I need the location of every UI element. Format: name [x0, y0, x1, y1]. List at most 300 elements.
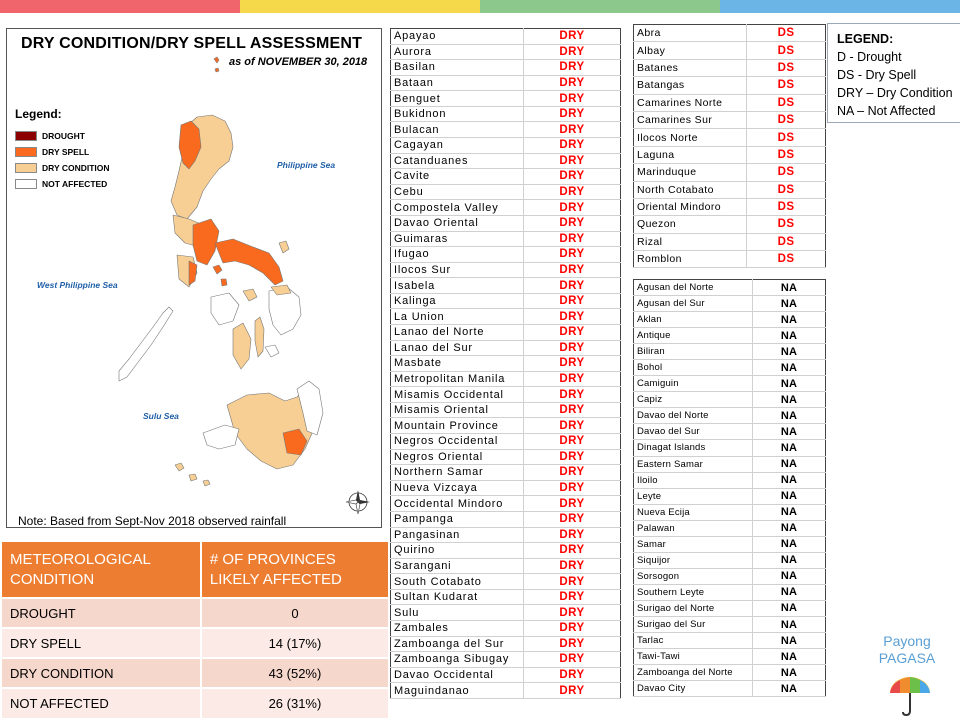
province-row [391, 527, 621, 543]
top-bar-yellow [240, 0, 480, 13]
province-row [391, 262, 621, 278]
province-status: DRY [524, 434, 621, 450]
legend-label-dry-condition: DRY CONDITION [42, 163, 110, 173]
province-row [391, 511, 621, 527]
province-status: NA [753, 424, 826, 440]
province-row [634, 94, 826, 111]
legend-swatch-dry-spell [15, 147, 37, 157]
map-region-zamboanga-peninsula [203, 425, 239, 449]
province-status: DRY [524, 371, 621, 387]
province-name: Zamboanga Sibugay [391, 652, 524, 668]
province-name: Nueva Vizcaya [391, 480, 524, 496]
province-name: Agusan del Norte [634, 280, 753, 296]
province-row [634, 681, 826, 697]
province-name: Northern Samar [391, 465, 524, 481]
province-status: DRY [524, 278, 621, 294]
province-name: Maguindanao [391, 683, 524, 699]
map-region-romblon-marinduque [213, 265, 227, 286]
province-row [391, 293, 621, 309]
province-name: Dinagat Islands [634, 440, 753, 456]
province-status: NA [753, 376, 826, 392]
legend-item-dry-spell [15, 147, 89, 157]
province-name: South Cotabato [391, 574, 524, 590]
province-row [391, 247, 621, 263]
province-name: Isabela [391, 278, 524, 294]
province-name: Camiguin [634, 376, 753, 392]
province-name: Misamis Occidental [391, 387, 524, 403]
province-name: Quirino [391, 543, 524, 559]
province-status: DRY [524, 231, 621, 247]
province-row [634, 600, 826, 616]
status-key-item: DS - Dry Spell [837, 68, 917, 82]
province-row [391, 636, 621, 652]
province-name: North Cotabato [634, 181, 747, 198]
summary-row-dry-spell [2, 628, 388, 658]
province-status: DRY [524, 356, 621, 372]
province-status: DRY [524, 605, 621, 621]
dry-spell-province-table [633, 24, 826, 268]
province-name: Ilocos Norte [634, 129, 747, 146]
map-region-batanes [214, 57, 219, 72]
philippines-map [7, 29, 382, 528]
summary-table [2, 542, 388, 718]
summary-count: 26 (31%) [201, 688, 388, 718]
province-row [391, 620, 621, 636]
brand-line-1: Payong [883, 633, 931, 649]
province-name: Biliran [634, 344, 753, 360]
sea-label-philippine: Philippine Sea [277, 160, 336, 170]
province-status: DS [747, 233, 826, 250]
province-name: Batanes [634, 59, 747, 76]
province-row [634, 649, 826, 665]
province-name: Sorsogon [634, 568, 753, 584]
province-row [634, 424, 826, 440]
province-row [391, 683, 621, 699]
summary-header-count: # OF PROVINCES LIKELY AFFECTED [201, 542, 388, 598]
province-name: Palawan [634, 520, 753, 536]
map-region-panay [211, 293, 239, 325]
province-status: DS [747, 216, 826, 233]
legend-label-dry-spell: DRY SPELL [42, 147, 90, 157]
province-row [634, 77, 826, 94]
province-row [634, 665, 826, 681]
province-name: Lanao del Sur [391, 340, 524, 356]
province-name: Davao del Norte [634, 408, 753, 424]
province-status: NA [753, 408, 826, 424]
province-status: DRY [524, 44, 621, 60]
province-status: DRY [524, 527, 621, 543]
map-region-bicol [215, 239, 283, 285]
legend-label-drought: DROUGHT [42, 131, 85, 141]
province-row [391, 402, 621, 418]
province-status: DRY [524, 184, 621, 200]
province-row [634, 129, 826, 146]
province-row [391, 138, 621, 154]
province-name: Southern Leyte [634, 584, 753, 600]
province-row [391, 60, 621, 76]
province-row [391, 324, 621, 340]
province-status: NA [753, 536, 826, 552]
province-status: DRY [524, 496, 621, 512]
province-status: NA [753, 312, 826, 328]
province-row [634, 568, 826, 584]
province-name: Bulacan [391, 122, 524, 138]
province-status: DS [747, 251, 826, 268]
province-status: DRY [524, 324, 621, 340]
province-status: DRY [524, 293, 621, 309]
summary-row-dry-condition [2, 658, 388, 688]
province-status: DRY [524, 247, 621, 263]
province-row [634, 504, 826, 520]
province-row [391, 278, 621, 294]
province-row [634, 408, 826, 424]
summary-condition: DRY SPELL [2, 628, 201, 658]
province-row [634, 520, 826, 536]
province-row [391, 574, 621, 590]
province-row [391, 231, 621, 247]
province-status: NA [753, 488, 826, 504]
province-status: DRY [524, 543, 621, 559]
province-status: NA [753, 520, 826, 536]
province-status: DRY [524, 75, 621, 91]
legend-swatch-drought [15, 131, 37, 141]
compass-rose-icon [343, 485, 373, 517]
payong-pagasa-logo [862, 633, 952, 667]
province-status: DRY [524, 465, 621, 481]
province-status: DRY [524, 387, 621, 403]
province-name: Cebu [391, 184, 524, 200]
province-row [391, 153, 621, 169]
province-status: DRY [524, 60, 621, 76]
province-status: DS [747, 111, 826, 128]
province-status: DRY [524, 309, 621, 325]
province-status: DRY [524, 636, 621, 652]
legend-swatch-dry-condition [15, 163, 37, 173]
province-name: Negros Oriental [391, 449, 524, 465]
province-row [391, 480, 621, 496]
province-row [634, 456, 826, 472]
province-status: DRY [524, 169, 621, 185]
province-row [391, 652, 621, 668]
status-key-item: DRY – Dry Condition [837, 86, 953, 100]
province-status: NA [753, 568, 826, 584]
province-row [391, 169, 621, 185]
province-status: DRY [524, 262, 621, 278]
province-name: Zamboanga del Sur [391, 636, 524, 652]
province-name: Davao del Sur [634, 424, 753, 440]
province-name: Capiz [634, 392, 753, 408]
province-name: Abra [634, 25, 747, 42]
province-status: DS [747, 181, 826, 198]
summary-condition: DRY CONDITION [2, 658, 201, 688]
province-status: DS [747, 77, 826, 94]
province-row [634, 440, 826, 456]
summary-condition: NOT AFFECTED [2, 688, 201, 718]
province-row [391, 215, 621, 231]
province-name: Sulu [391, 605, 524, 621]
legend-item-dry-condition [15, 163, 110, 173]
province-status: NA [753, 633, 826, 649]
province-name: Eastern Samar [634, 456, 753, 472]
province-name: Sultan Kudarat [391, 589, 524, 605]
province-row [391, 75, 621, 91]
province-row [391, 418, 621, 434]
umbrella-icon [888, 673, 932, 717]
province-row [391, 465, 621, 481]
province-row [634, 328, 826, 344]
province-row [634, 164, 826, 181]
province-row [391, 667, 621, 683]
province-name: Bataan [391, 75, 524, 91]
province-row [634, 488, 826, 504]
province-row [391, 200, 621, 216]
province-status: DRY [524, 418, 621, 434]
status-key-legend [827, 23, 960, 123]
top-bar-blue [720, 0, 960, 13]
sea-label-west-philippine: West Philippine Sea [37, 280, 118, 290]
province-status: DRY [524, 29, 621, 45]
province-status: NA [753, 681, 826, 697]
province-status: NA [753, 649, 826, 665]
province-row [634, 25, 826, 42]
map-region-oriental-mindoro [189, 261, 197, 285]
province-name: Pangasinan [391, 527, 524, 543]
province-row [634, 111, 826, 128]
province-name: Agusan del Sur [634, 296, 753, 312]
province-row [634, 198, 826, 215]
province-row [634, 216, 826, 233]
province-status: DRY [524, 200, 621, 216]
province-row [634, 280, 826, 296]
province-status: NA [753, 392, 826, 408]
province-row [391, 449, 621, 465]
province-name: Siquijor [634, 552, 753, 568]
province-status: DS [747, 198, 826, 215]
province-name: Oriental Mindoro [634, 198, 747, 215]
province-row [634, 59, 826, 76]
province-name: Laguna [634, 146, 747, 163]
province-name: Camarines Sur [634, 111, 747, 128]
province-name: Marinduque [634, 164, 747, 181]
province-status: NA [753, 584, 826, 600]
map-region-negros [233, 323, 251, 369]
province-name: Benguet [391, 91, 524, 107]
province-status: DS [747, 146, 826, 163]
province-name: Aurora [391, 44, 524, 60]
province-status: DS [747, 25, 826, 42]
province-name: Batangas [634, 77, 747, 94]
province-name: Samar [634, 536, 753, 552]
province-status: DRY [524, 106, 621, 122]
province-row [634, 344, 826, 360]
province-row [634, 584, 826, 600]
map-region-samar-leyte [269, 287, 301, 335]
legend-label-not-affected: NOT AFFECTED [42, 179, 108, 189]
province-status: DRY [524, 620, 621, 636]
province-status: NA [753, 328, 826, 344]
province-row [391, 309, 621, 325]
province-row [391, 605, 621, 621]
not-affected-province-table [633, 279, 826, 697]
province-row [634, 392, 826, 408]
province-status: NA [753, 552, 826, 568]
province-name: Leyte [634, 488, 753, 504]
province-status: NA [753, 296, 826, 312]
summary-count: 0 [201, 598, 388, 628]
province-name: Ilocos Sur [391, 262, 524, 278]
province-name: Aklan [634, 312, 753, 328]
province-name: Bukidnon [391, 106, 524, 122]
province-status: NA [753, 472, 826, 488]
province-status: DRY [524, 652, 621, 668]
summary-condition: DROUGHT [2, 598, 201, 628]
province-name: Tawi-Tawi [634, 649, 753, 665]
province-name: Zambales [391, 620, 524, 636]
province-name: Ifugao [391, 247, 524, 263]
province-name: Masbate [391, 356, 524, 372]
province-name: Catanduanes [391, 153, 524, 169]
map-date: as of NOVEMBER 30, 2018 [229, 56, 368, 68]
province-row [634, 233, 826, 250]
province-row [391, 356, 621, 372]
province-row [634, 312, 826, 328]
map-region-bohol [265, 345, 279, 357]
province-status: NA [753, 665, 826, 681]
status-key-title: LEGEND: [837, 32, 894, 46]
province-row [391, 496, 621, 512]
province-status: DRY [524, 138, 621, 154]
province-name: Antique [634, 328, 753, 344]
province-row [634, 360, 826, 376]
province-status: DRY [524, 215, 621, 231]
province-status: NA [753, 360, 826, 376]
province-status: DRY [524, 574, 621, 590]
province-name: Occidental Mindoro [391, 496, 524, 512]
province-row [634, 536, 826, 552]
province-name: Sarangani [391, 558, 524, 574]
province-name: Bohol [634, 360, 753, 376]
province-name: Zamboanga del Norte [634, 665, 753, 681]
legend-item-not-affected [15, 179, 107, 189]
brand-line-2: PAGASA [878, 650, 936, 666]
map-region-cebu [255, 317, 264, 357]
province-status: NA [753, 344, 826, 360]
province-row [634, 633, 826, 649]
province-row [391, 91, 621, 107]
province-row [391, 340, 621, 356]
map-region-catanduanes [279, 241, 289, 253]
top-color-bar [0, 0, 960, 13]
province-status: NA [753, 440, 826, 456]
province-name: Romblon [634, 251, 747, 268]
province-status: DRY [524, 589, 621, 605]
province-name: Compostela Valley [391, 200, 524, 216]
province-status: DS [747, 129, 826, 146]
map-region-sulu-archipelago [175, 463, 210, 486]
province-row [634, 472, 826, 488]
status-key-item: NA – Not Affected [837, 104, 936, 118]
map-title: DRY CONDITION/DRY SPELL ASSESSMENT [21, 35, 363, 52]
province-row [634, 251, 826, 268]
province-status: DS [747, 59, 826, 76]
province-status: DRY [524, 122, 621, 138]
province-row [634, 42, 826, 59]
province-name: Rizal [634, 233, 747, 250]
province-name: Lanao del Norte [391, 324, 524, 340]
top-bar-green [480, 0, 720, 13]
map-note: Note: Based from Sept-Nov 2018 observed rainfall [18, 514, 287, 528]
province-row [391, 371, 621, 387]
province-status: DS [747, 94, 826, 111]
summary-count: 43 (52%) [201, 658, 388, 688]
province-name: La Union [391, 309, 524, 325]
province-row [391, 434, 621, 450]
province-row [391, 29, 621, 45]
status-key-item: D - Drought [837, 50, 902, 64]
legend-item-drought [15, 131, 85, 141]
summary-row-not-affected [2, 688, 388, 718]
province-name: Surigao del Norte [634, 600, 753, 616]
province-row [634, 296, 826, 312]
province-status: DS [747, 42, 826, 59]
province-row [391, 184, 621, 200]
province-name: Surigao del Sur [634, 616, 753, 632]
province-name: Cavite [391, 169, 524, 185]
province-name: Cagayan [391, 138, 524, 154]
province-status: DRY [524, 153, 621, 169]
province-row [634, 376, 826, 392]
province-status: DRY [524, 667, 621, 683]
province-row [391, 44, 621, 60]
province-name: Iloilo [634, 472, 753, 488]
province-name: Metropolitan Manila [391, 371, 524, 387]
map-region-south-luzon [193, 219, 219, 265]
province-name: Pampanga [391, 511, 524, 527]
top-bar-red [0, 0, 240, 13]
province-row [391, 589, 621, 605]
province-status: DRY [524, 402, 621, 418]
province-status: DRY [524, 480, 621, 496]
province-name: Albay [634, 42, 747, 59]
province-status: DRY [524, 91, 621, 107]
province-name: Mountain Province [391, 418, 524, 434]
province-status: NA [753, 504, 826, 520]
province-row [391, 558, 621, 574]
province-row [391, 387, 621, 403]
dry-condition-province-table [390, 28, 621, 699]
province-name: Nueva Ecija [634, 504, 753, 520]
province-row [391, 543, 621, 559]
sea-label-sulu: Sulu Sea [143, 411, 179, 421]
province-status: DS [747, 164, 826, 181]
map-panel [6, 28, 382, 528]
province-status: DRY [524, 340, 621, 356]
province-name: Basilan [391, 60, 524, 76]
province-name: Tarlac [634, 633, 753, 649]
province-status: DRY [524, 511, 621, 527]
province-name: Guimaras [391, 231, 524, 247]
map-region-masbate [243, 289, 257, 301]
province-name: Apayao [391, 29, 524, 45]
summary-row-drought [2, 598, 388, 628]
province-status: DRY [524, 449, 621, 465]
legend-swatch-not-affected [15, 179, 37, 189]
province-row [391, 122, 621, 138]
province-name: Davao City [634, 681, 753, 697]
province-status: NA [753, 616, 826, 632]
province-status: NA [753, 600, 826, 616]
map-legend-title: Legend: [15, 107, 62, 121]
